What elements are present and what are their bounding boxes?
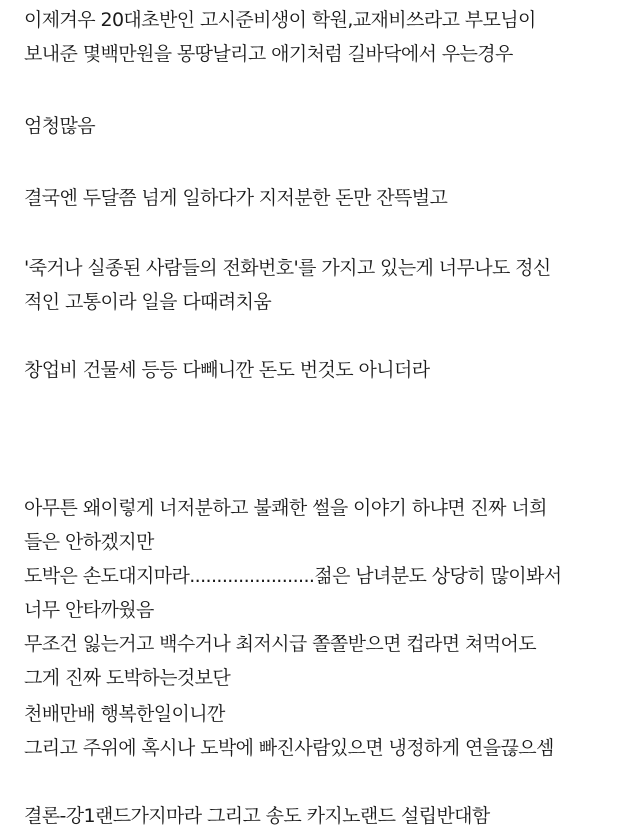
text-line: 도박은 손도대지마라.......................젊은 남녀분도 상당히 많이봐서 <box>24 565 562 587</box>
text-line: '죽거나 실종된 사람들의 전화번호'를 가지고 있는게 너무나도 정신 <box>24 257 551 279</box>
text-line: 결국엔 두달쯤 넘게 일하다가 지저분한 돈만 잔뜩벌고 <box>24 187 448 209</box>
text-line: 너무 안타까웠음 <box>24 599 154 621</box>
text-line: 들은 안하겠지만 <box>24 531 154 553</box>
text-line: 이제겨우 20대초반인 고시준비생이 학원,교재비쓰라고 부모님이 <box>24 9 536 31</box>
text-line: 그게 진짜 도박하는것보단 <box>24 667 231 689</box>
text-line: 그리고 주위에 혹시나 도박에 빠진사람있으면 냉정하게 연을끊으셈 <box>24 737 554 759</box>
text-line: 보내준 몇백만원을 몽땅날리고 애기처럼 길바닥에서 우는경우 <box>24 43 513 65</box>
text-line: 창업비 건물세 등등 다빼니깐 돈도 번것도 아니더라 <box>24 359 430 381</box>
text-line: 무조건 잃는거고 백수거나 최저시급 쫄쫄받으면 컵라면 쳐먹어도 <box>24 633 536 655</box>
text-line: 결론-강1랜드가지마라 그리고 송도 카지노랜드 설립반대함 <box>24 805 490 827</box>
text-line: 아무튼 왜이렇게 너저분하고 불쾌한 썰을 이야기 하냐면 진짜 너희 <box>24 497 547 519</box>
text-line: 적인 고통이라 일을 다때려치움 <box>24 291 272 313</box>
text-line: 엄청많음 <box>24 115 96 137</box>
text-line: 천배만배 행복한일이니깐 <box>24 703 225 725</box>
